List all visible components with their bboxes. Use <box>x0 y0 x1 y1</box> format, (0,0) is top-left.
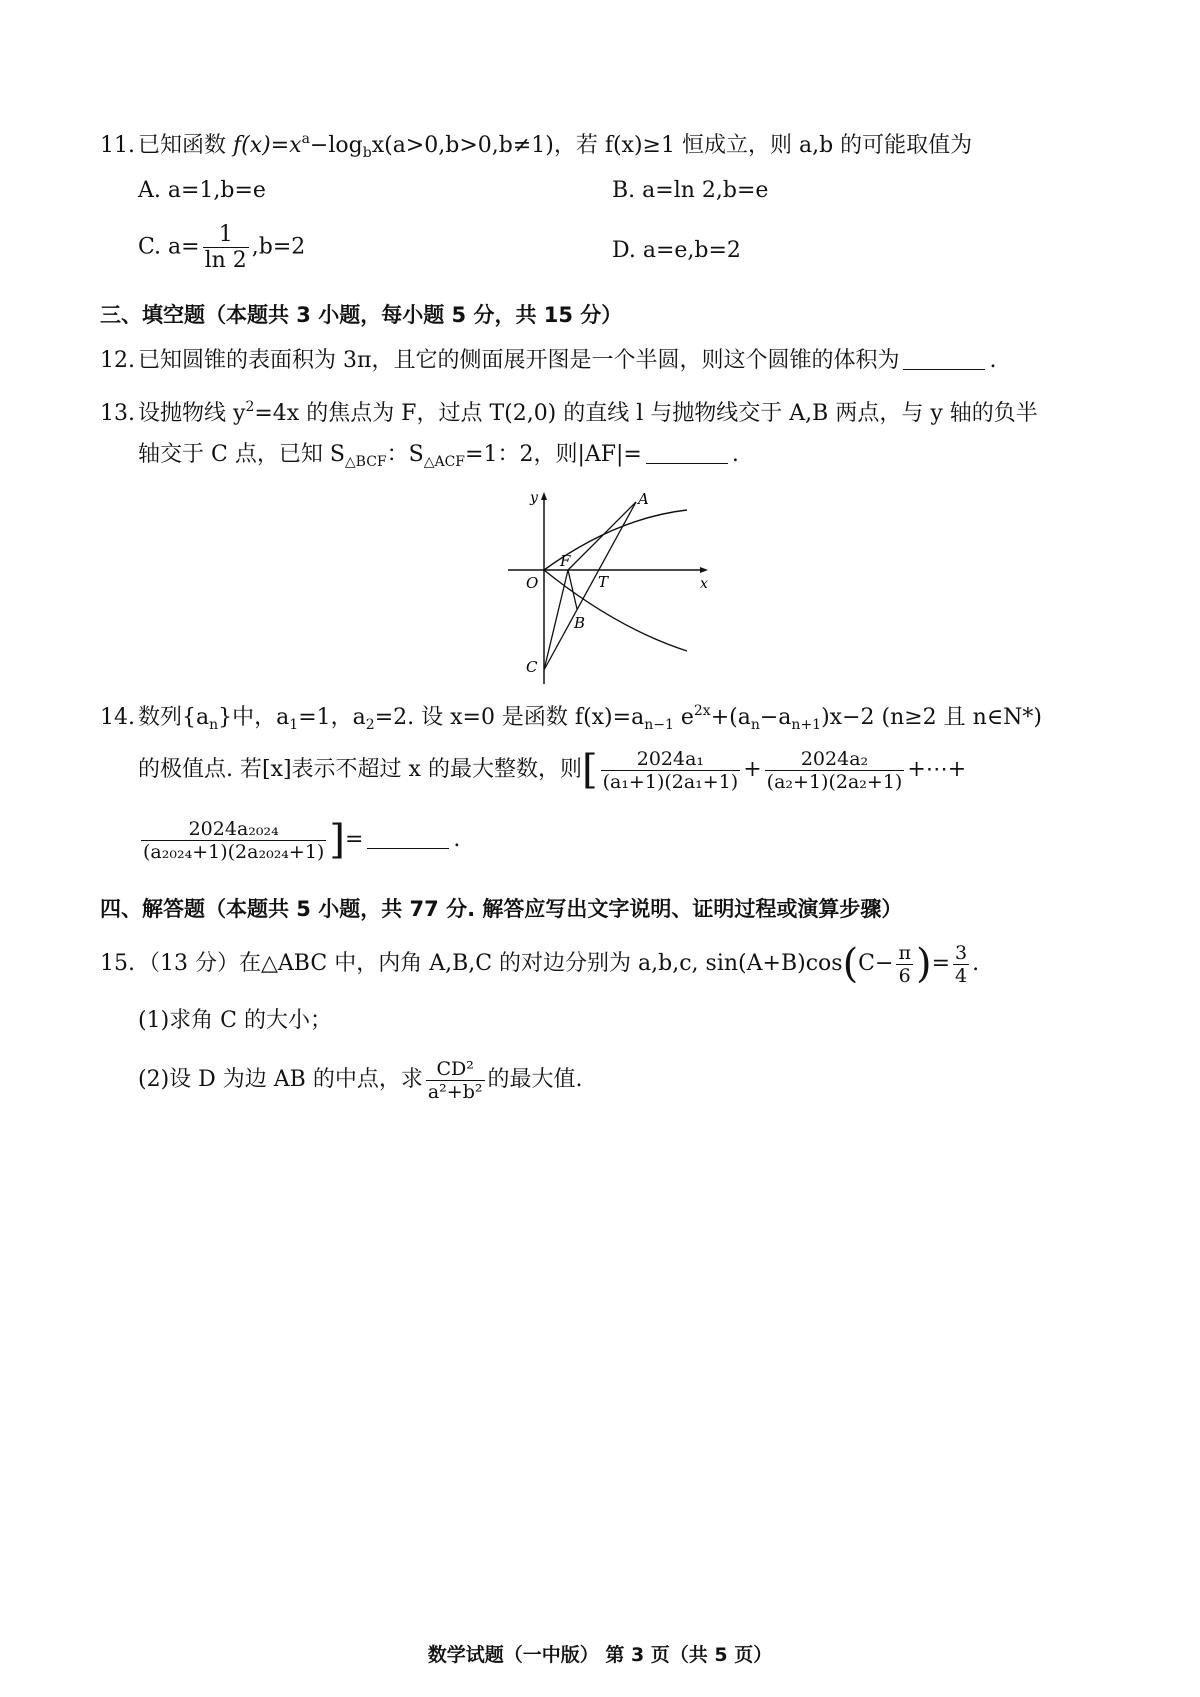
q15-pi-den: 6 <box>896 964 913 987</box>
q11-func: f(x)=x <box>233 133 302 158</box>
q13-number: 13. <box>100 401 135 426</box>
q13-line1-b: =4x 的焦点为 F，过点 T(2,0) 的直线 l 与抛物线交于 A,B 两点，与 y 轴的负半 <box>254 401 1038 426</box>
label-a: A <box>638 490 649 508</box>
q11-number: 11. <box>100 133 135 158</box>
q14-frac2-num: 2024a₂ <box>800 747 869 770</box>
q14-bracket-close: ] <box>329 817 345 863</box>
q14-l2-text: 的极值点. 若[x]表示不超过 x 的最大整数，则 <box>138 757 582 782</box>
q15-part2-a: (2)设 D 为边 AB 的中点，求 <box>138 1067 423 1092</box>
q11-stem <box>100 124 972 168</box>
q13-line-2 <box>138 440 739 477</box>
y-axis-arrow <box>541 492 547 500</box>
q15-part-2 <box>138 1052 583 1108</box>
q14-plus: + <box>743 757 762 782</box>
q14-ellipsis: +⋯+ <box>907 757 967 782</box>
label-o: O <box>526 574 539 592</box>
section-4-heading: 四、解答题（本题共 5 小题，共 77 分. 解答应写出文字说明、证明过程或演算步骤） <box>100 897 903 921</box>
q14-line-1 <box>100 696 1042 740</box>
q11-stem-c: x(a>0,b>0,b≠1)，若 f(x)≥1 恒成立，则 a,b 的可能取值为 <box>371 133 973 158</box>
q13-line2-c: =1：2，则|AF|= <box>465 442 642 467</box>
q15-part-1: (1)求角 C 的大小； <box>138 1008 332 1033</box>
q14-bracket-open: [ <box>581 747 598 793</box>
q15-value-fraction <box>953 942 969 987</box>
q15-paren-open: ( <box>842 941 859 987</box>
q13-line1-sup: 2 <box>245 399 255 415</box>
q14-l1-sub-n1: n−1 <box>644 717 674 733</box>
q14-frac2-den: (a₂+1)(2a₂+1) <box>766 770 903 793</box>
q14-l1-f: +(a <box>710 705 751 730</box>
q14-l1-h: )x−2 (n≥2 且 n∈N*) <box>821 705 1042 730</box>
q11-option-b: B. a=ln 2,b=e <box>612 178 769 203</box>
q14-l1-a: 数列{a <box>138 705 210 730</box>
q11-option-c-fraction <box>203 222 249 273</box>
q14-equals: = <box>344 827 364 852</box>
label-y: y <box>530 490 538 506</box>
q14-l1-d: =2. 设 x=0 是函数 f(x)=a <box>374 705 645 730</box>
q11-stem-b: −log <box>309 133 363 158</box>
q11-base: b <box>362 145 372 161</box>
q14-l1-e: e <box>673 705 694 730</box>
q14-l1-sub-np1: n+1 <box>791 717 822 733</box>
q14-l1-sub-1: 1 <box>289 717 299 733</box>
q15-paren-close: ) <box>915 941 932 987</box>
q14-line-3 <box>138 812 460 868</box>
q15-number: 15. <box>100 951 135 976</box>
q15-equals: = <box>931 951 950 976</box>
q13-end: . <box>731 442 739 467</box>
page-footer: 数学试题（一中版） 第 3 页（共 5 页） <box>427 1644 773 1666</box>
q12-answer-blank[interactable] <box>903 347 985 370</box>
q15-text-b: C− <box>858 951 894 976</box>
x-axis-arrow <box>700 567 708 573</box>
section-3-heading: 三、填空题（本题共 3 小题，每小题 5 分，共 15 分） <box>100 303 623 327</box>
q15-part2-den: a²+b² <box>427 1080 483 1103</box>
segment-fa <box>568 502 636 570</box>
q15-part2-b: 的最大值. <box>487 1067 583 1092</box>
q14-frac3-den: (a₂₀₂₄+1)(2a₂₀₂₄+1) <box>143 840 325 863</box>
q13-answer-blank[interactable] <box>646 441 728 464</box>
q11-option-a: A. a=1,b=e <box>138 178 266 203</box>
q14-number: 14. <box>100 705 135 730</box>
q15-pi-fraction <box>896 942 913 987</box>
q15-stem <box>100 936 979 992</box>
q12-end: . <box>989 348 997 373</box>
label-x: x <box>700 576 708 592</box>
q15-text-a: （13 分）在△ABC 中，内角 A,B,C 的对边分别为 a,b,c, sin(A+B)cos <box>138 951 843 976</box>
q14-l1-sup-2x: 2x <box>693 703 711 719</box>
label-f: F <box>560 552 571 570</box>
q15-val-num: 3 <box>955 941 968 964</box>
q14-fraction-3 <box>141 818 326 863</box>
q13-line2-sub2: △ACF <box>423 454 466 470</box>
q14-l1-b: }中，a <box>218 705 290 730</box>
q14-l1-c: =1，a <box>298 705 366 730</box>
q11-stem-a: 已知函数 <box>138 133 233 158</box>
parabola-figure <box>500 488 720 688</box>
q13-line-1 <box>100 392 1038 429</box>
q11-option-c-suffix: ,b=2 <box>251 234 306 260</box>
q12-number: 12. <box>100 348 135 373</box>
line-l <box>544 502 636 670</box>
label-b: B <box>574 614 586 632</box>
q14-frac1-num: 2024a₁ <box>636 747 705 770</box>
q11-option-c-prefix: C. a= <box>138 234 200 260</box>
q14-l1-sub-n: n <box>209 717 219 733</box>
segment-fc <box>544 570 568 670</box>
q11-option-d: D. a=e,b=2 <box>612 238 741 263</box>
q13-line2-sub1: △BCF <box>344 454 387 470</box>
q14-fraction-2 <box>765 748 905 793</box>
q14-answer-blank[interactable] <box>367 826 449 849</box>
q13-line1-a: 设抛物线 y <box>138 401 246 426</box>
q11-option-c <box>138 222 305 273</box>
q11-option-c-den: ln 2 <box>204 248 247 273</box>
q12-text: 已知圆锥的表面积为 3π，且它的侧面展开图是一个半圆，则这个圆锥的体积为 <box>138 348 900 373</box>
label-c: C <box>526 658 538 676</box>
q15-part2-fraction <box>426 1058 485 1103</box>
q13-line2-b: ：S <box>386 442 424 467</box>
q14-line-2 <box>138 742 966 798</box>
q11-option-c-num: 1 <box>218 222 233 247</box>
q15-pi-num: π <box>898 941 911 964</box>
q14-l1-g: −a <box>759 705 792 730</box>
q15-part2-num: CD² <box>436 1057 474 1080</box>
q14-l1-sub-n-b: n <box>750 717 760 733</box>
q14-fraction-1 <box>601 748 741 793</box>
q15-val-den: 4 <box>955 964 968 987</box>
q12 <box>100 346 996 376</box>
q14-frac1-den: (a₁+1)(2a₁+1) <box>602 770 739 793</box>
q14-frac3-num: 2024a₂₀₂₄ <box>188 817 279 840</box>
q14-l1-sub-2: 2 <box>365 717 375 733</box>
q14-end: . <box>453 827 461 852</box>
q13-line2-a: 轴交于 C 点，已知 S <box>138 442 345 467</box>
label-t: T <box>598 573 609 591</box>
q15-end: . <box>972 951 980 976</box>
q11-exp: a <box>301 131 310 147</box>
